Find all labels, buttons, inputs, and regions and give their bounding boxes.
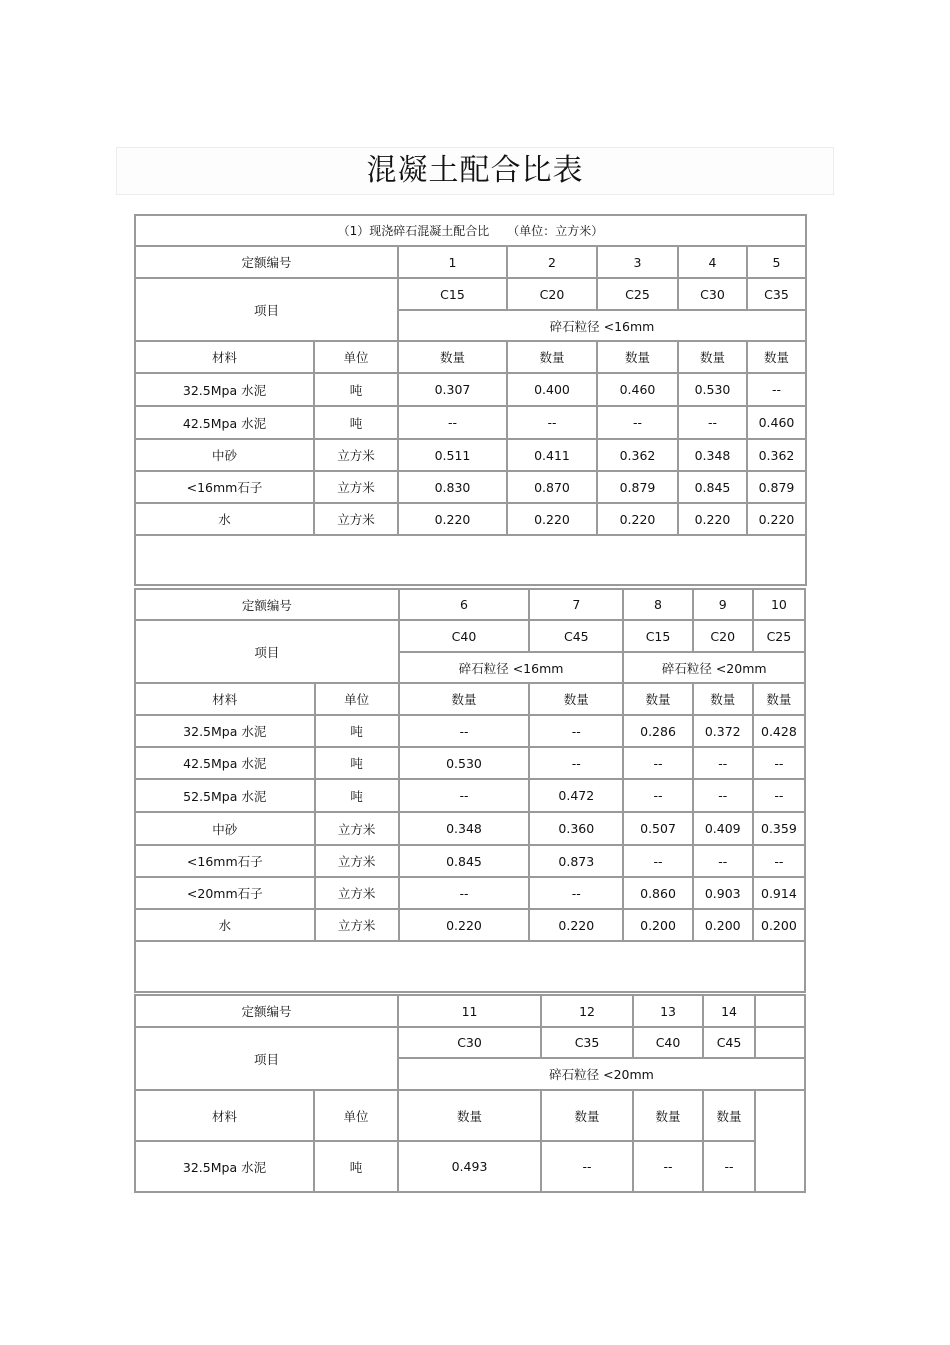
material-name: <16mm石子 (136, 846, 314, 876)
qty-value: 0.359 (754, 813, 804, 844)
quota-no-cell: 12 (542, 996, 632, 1026)
grade-cell: C25 (754, 621, 804, 651)
material-unit: 吨 (316, 716, 398, 746)
material-unit: 吨 (315, 1142, 397, 1191)
qty-value: 0.493 (399, 1142, 540, 1191)
qty-header: 数量 (748, 342, 805, 372)
material-name: 42.5Mpa 水泥 (136, 748, 314, 778)
qty-value: 0.507 (624, 813, 691, 844)
material-unit: 吨 (316, 780, 398, 811)
grade-cell: C45 (704, 1028, 754, 1057)
table-row (136, 472, 805, 502)
table-row (136, 813, 804, 844)
quota-no-cell: 3 (598, 247, 677, 277)
qty-header: 数量 (624, 684, 691, 714)
empty-cell (756, 1028, 804, 1057)
material-unit: 立方米 (316, 878, 398, 908)
material-name: 32.5Mpa 水泥 (136, 716, 314, 746)
quota-no-cell: 4 (679, 247, 746, 277)
qty-value: 0.200 (694, 910, 752, 940)
qty-value: -- (704, 1142, 754, 1191)
grade-cell: C45 (530, 621, 622, 651)
qty-value: -- (624, 780, 691, 811)
qty-value: 0.428 (754, 716, 804, 746)
qty-value: 0.220 (508, 504, 596, 534)
quota-no-label: 定额编号 (136, 247, 397, 277)
qty-value: 0.400 (508, 374, 596, 405)
table-row (136, 878, 804, 908)
qty-header: 数量 (542, 1091, 632, 1140)
qty-value: -- (530, 878, 622, 908)
qty-value: 0.873 (530, 846, 622, 876)
grade-cell: C15 (624, 621, 691, 651)
qty-value: -- (679, 407, 746, 438)
qty-value: 0.472 (530, 780, 622, 811)
grade-cell: C20 (508, 279, 596, 309)
quota-no-cell: 5 (748, 247, 805, 277)
quota-no-cell: 13 (634, 996, 702, 1026)
mix-table-section-2 (134, 588, 806, 993)
empty-cell (756, 996, 804, 1026)
qty-header: 数量 (399, 342, 506, 372)
table-row (136, 910, 804, 940)
qty-value: 0.220 (400, 910, 528, 940)
quota-no-cell: 7 (530, 590, 622, 619)
table-row (136, 407, 805, 438)
qty-header: 数量 (704, 1091, 754, 1140)
qty-value: 0.348 (679, 440, 746, 470)
qty-value: -- (694, 780, 752, 811)
qty-value: -- (400, 878, 528, 908)
qty-value: 0.360 (530, 813, 622, 844)
material-name: 中砂 (136, 813, 314, 844)
qty-value: 0.411 (508, 440, 596, 470)
quota-no-cell: 6 (400, 590, 528, 619)
unit-header: 单位 (316, 684, 398, 714)
material-unit: 立方米 (315, 504, 397, 534)
quota-no-cell: 8 (624, 590, 691, 619)
qty-value: 0.879 (598, 472, 677, 502)
unit-header: 单位 (315, 1091, 397, 1140)
table-caption: （1）现浇碎石混凝土配合比 （单位：立方米） (136, 216, 805, 245)
qty-value: -- (400, 716, 528, 746)
qty-header: 数量 (598, 342, 677, 372)
qty-value: 0.220 (679, 504, 746, 534)
qty-value: -- (754, 748, 804, 778)
qty-value: -- (530, 748, 622, 778)
qty-value: -- (624, 748, 691, 778)
material-name: <16mm石子 (136, 472, 313, 502)
qty-value: 0.220 (530, 910, 622, 940)
qty-value: 0.879 (748, 472, 805, 502)
blank-row (136, 536, 805, 584)
grade-cell: C35 (748, 279, 805, 309)
qty-value: 0.286 (624, 716, 691, 746)
quota-no-label: 定额编号 (136, 590, 398, 619)
qty-value: 0.200 (754, 910, 804, 940)
qty-value: -- (754, 846, 804, 876)
material-unit: 立方米 (316, 813, 398, 844)
grade-cell: C25 (598, 279, 677, 309)
qty-header: 数量 (679, 342, 746, 372)
material-header: 材料 (136, 1091, 313, 1140)
material-name: 52.5Mpa 水泥 (136, 780, 314, 811)
material-name: <20mm石子 (136, 878, 314, 908)
qty-value: 0.845 (400, 846, 528, 876)
qty-value: -- (399, 407, 506, 438)
qty-header: 数量 (530, 684, 622, 714)
qty-value: 0.903 (694, 878, 752, 908)
quota-no-cell: 11 (399, 996, 540, 1026)
quota-no-cell: 1 (399, 247, 506, 277)
material-header: 材料 (136, 342, 313, 372)
qty-value: -- (748, 374, 805, 405)
quota-no-label: 定额编号 (136, 996, 397, 1026)
grade-cell: C30 (679, 279, 746, 309)
grade-cell: C20 (694, 621, 752, 651)
qty-value: 0.307 (399, 374, 506, 405)
qty-value: -- (624, 846, 691, 876)
material-unit: 立方米 (316, 910, 398, 940)
qty-header: 数量 (694, 684, 752, 714)
qty-value: 0.511 (399, 440, 506, 470)
aggregate-size-cell: 碎石粒径 <16mm (399, 311, 805, 340)
material-name: 水 (136, 504, 313, 534)
mix-table-section-1 (134, 214, 807, 586)
qty-value: 0.830 (399, 472, 506, 502)
material-unit: 吨 (315, 374, 397, 405)
table-row (136, 716, 804, 746)
material-name: 32.5Mpa 水泥 (136, 1142, 313, 1191)
material-name: 水 (136, 910, 314, 940)
table-row (136, 846, 804, 876)
quota-no-cell: 14 (704, 996, 754, 1026)
mix-table-section-3 (134, 994, 806, 1193)
qty-value: -- (634, 1142, 702, 1191)
qty-value: 0.200 (624, 910, 691, 940)
page-title: 混凝土配合比表 (366, 153, 584, 188)
qty-value: -- (542, 1142, 632, 1191)
grade-cell: C15 (399, 279, 506, 309)
qty-value: 0.372 (694, 716, 752, 746)
material-name: 中砂 (136, 440, 313, 470)
material-unit: 立方米 (315, 472, 397, 502)
table-row (136, 1142, 804, 1191)
quota-no-cell: 10 (754, 590, 804, 619)
qty-value: -- (508, 407, 596, 438)
grade-cell: C35 (542, 1028, 632, 1057)
grade-cell: C40 (634, 1028, 702, 1057)
qty-value: -- (694, 748, 752, 778)
material-unit: 吨 (315, 407, 397, 438)
item-label: 项目 (136, 1028, 397, 1089)
material-name: 32.5Mpa 水泥 (136, 374, 313, 405)
aggregate-size-cell: 碎石粒径 <20mm (624, 653, 804, 682)
qty-value: -- (754, 780, 804, 811)
qty-value: 0.460 (598, 374, 677, 405)
qty-value: 0.220 (748, 504, 805, 534)
table-row (136, 440, 805, 470)
qty-value: 0.362 (598, 440, 677, 470)
qty-value: 0.530 (400, 748, 528, 778)
qty-value: 0.845 (679, 472, 746, 502)
qty-header: 数量 (634, 1091, 702, 1140)
table-row (136, 780, 804, 811)
item-label: 项目 (136, 279, 397, 340)
aggregate-size-cell: 碎石粒径 <20mm (399, 1059, 804, 1089)
material-header: 材料 (136, 684, 314, 714)
table-row (136, 748, 804, 778)
qty-value: 0.409 (694, 813, 752, 844)
qty-value: -- (598, 407, 677, 438)
material-unit: 吨 (316, 748, 398, 778)
qty-header: 数量 (399, 1091, 540, 1140)
qty-value: 0.530 (679, 374, 746, 405)
item-label: 项目 (136, 621, 398, 682)
qty-value: 0.870 (508, 472, 596, 502)
qty-value: 0.348 (400, 813, 528, 844)
table-row (136, 504, 805, 534)
qty-value: -- (694, 846, 752, 876)
qty-header: 数量 (400, 684, 528, 714)
material-unit: 立方米 (315, 440, 397, 470)
qty-header: 数量 (754, 684, 804, 714)
qty-header: 数量 (508, 342, 596, 372)
quota-no-cell: 9 (694, 590, 752, 619)
empty-cell (756, 1091, 804, 1191)
qty-value: 0.460 (748, 407, 805, 438)
qty-value: 0.362 (748, 440, 805, 470)
qty-value: 0.914 (754, 878, 804, 908)
unit-header: 单位 (315, 342, 397, 372)
qty-value: -- (400, 780, 528, 811)
material-name: 42.5Mpa 水泥 (136, 407, 313, 438)
material-unit: 立方米 (316, 846, 398, 876)
qty-value: 0.860 (624, 878, 691, 908)
aggregate-size-cell: 碎石粒径 <16mm (400, 653, 623, 682)
qty-value: -- (530, 716, 622, 746)
quota-no-cell: 2 (508, 247, 596, 277)
blank-row (136, 942, 804, 991)
qty-value: 0.220 (399, 504, 506, 534)
grade-cell: C40 (400, 621, 528, 651)
qty-value: 0.220 (598, 504, 677, 534)
table-row (136, 374, 805, 405)
grade-cell: C30 (399, 1028, 540, 1057)
